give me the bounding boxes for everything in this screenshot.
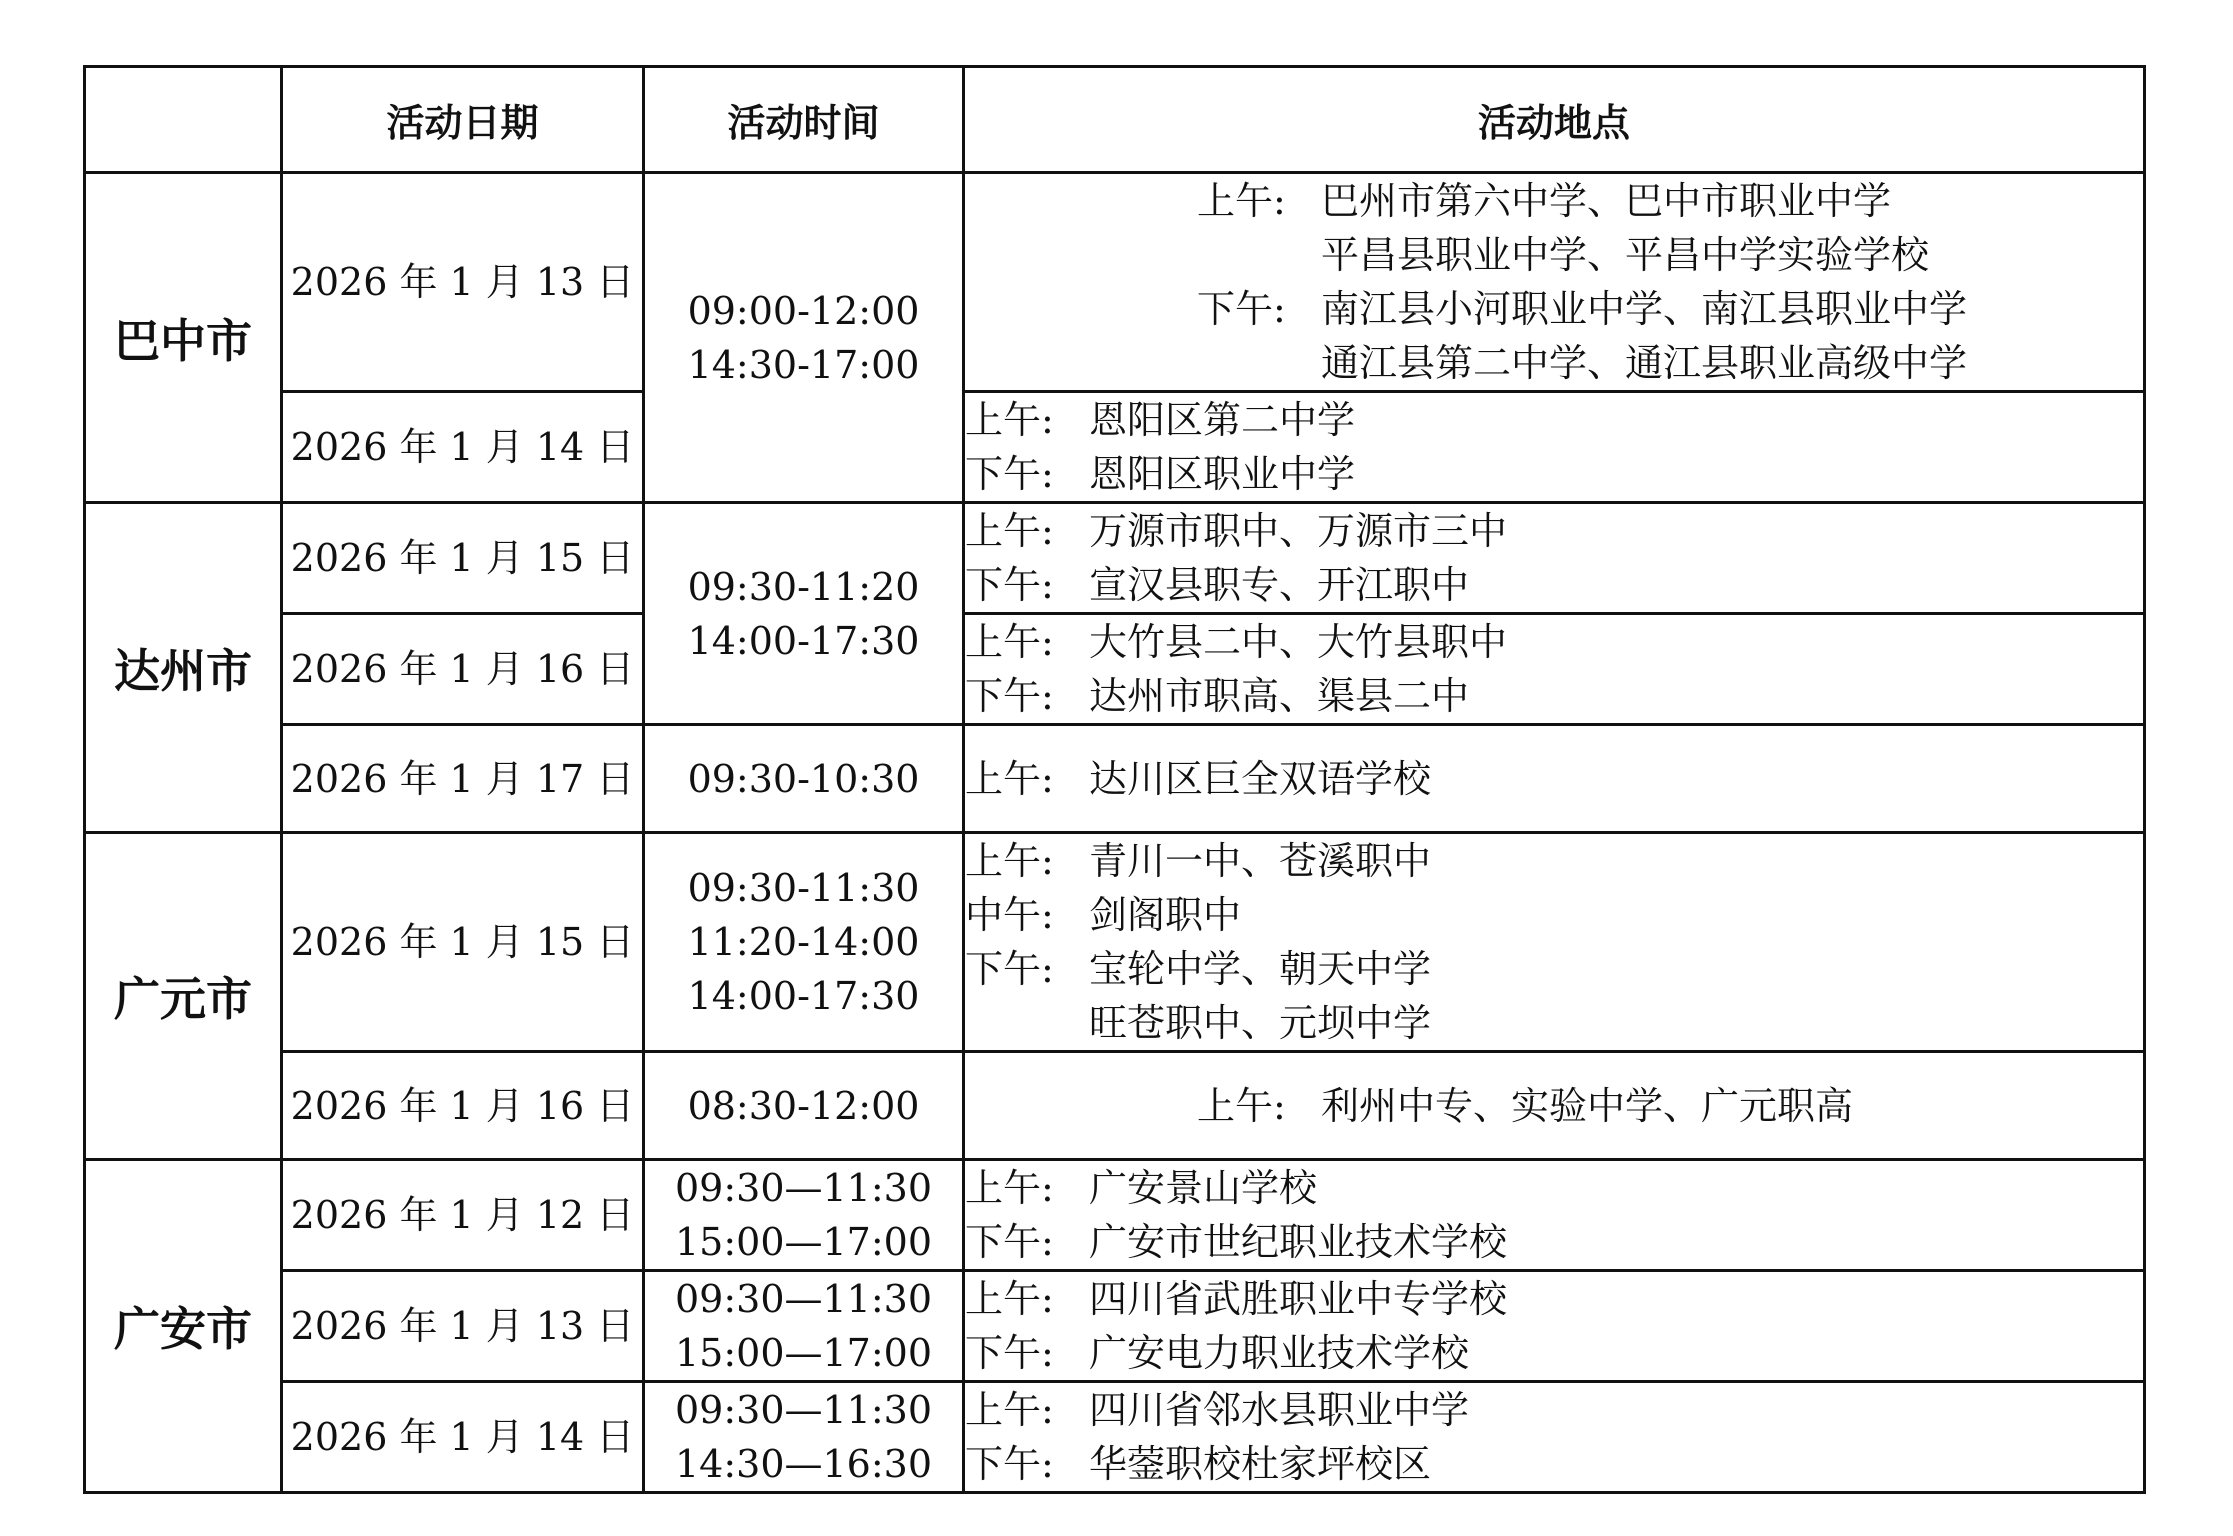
time-range: 09:30—11:30 xyxy=(674,1388,933,1432)
time-cell xyxy=(644,833,964,1052)
location-text: 通江县第二中学、通江县职业高级中学 xyxy=(1321,341,1968,385)
location-text: 旺苍职中、元坝中学 xyxy=(1089,1001,1432,1045)
date-cell: 2026 年 1 月 15 日 xyxy=(282,503,644,614)
am-label: 上午: xyxy=(965,620,1054,664)
time-range: 09:30-11:30 xyxy=(687,866,920,910)
am-label: 上午: xyxy=(965,398,1054,442)
am-label: 上午: xyxy=(965,509,1054,553)
table-row xyxy=(85,1271,2145,1382)
location-cell xyxy=(964,392,2145,503)
location-text: 达州市职高、渠县二中 xyxy=(1089,674,1470,718)
location-text: 恩阳区职业中学 xyxy=(1089,452,1356,496)
time-cell xyxy=(644,1382,964,1493)
am-label: 上午: xyxy=(965,1166,1054,1210)
location-text: 剑阁职中 xyxy=(1089,893,1242,937)
pm-label: 下午: xyxy=(965,1220,1054,1264)
time-range: 14:30-17:00 xyxy=(687,342,920,387)
time-cell xyxy=(644,1052,964,1160)
location-text: 大竹县二中、大竹县职中 xyxy=(1089,620,1508,664)
time-range: 14:30—16:30 xyxy=(674,1442,933,1486)
table-row xyxy=(85,1052,2145,1160)
location-cell xyxy=(964,1160,2145,1271)
location-text: 万源市职中、万源市三中 xyxy=(1089,509,1508,553)
pm-label: 下午: xyxy=(965,452,1054,496)
time-range: 09:30-11:20 xyxy=(687,564,920,609)
location-cell xyxy=(964,1382,2145,1493)
location-cell xyxy=(964,614,2145,725)
location-text: 四川省邻水县职业中学 xyxy=(1089,1388,1470,1432)
time-range: 11:20-14:00 xyxy=(687,920,920,964)
location-text: 利州中专、实验中学、广元职高 xyxy=(1321,1083,1854,1128)
date-cell: 2026 年 1 月 14 日 xyxy=(282,392,644,503)
date-cell: 2026 年 1 月 14 日 xyxy=(282,1382,644,1493)
location-text: 平昌县职业中学、平昌中学实验学校 xyxy=(1321,233,1930,277)
table-row xyxy=(85,392,2145,503)
noon-label: 中午: xyxy=(965,893,1054,937)
pm-label: 下午: xyxy=(965,563,1054,607)
location-cell xyxy=(964,833,2145,1052)
table-row xyxy=(85,614,2145,725)
location-text: 巴州市第六中学、巴中市职业中学 xyxy=(1321,179,1892,223)
time-cell xyxy=(644,503,964,725)
time-cell xyxy=(644,173,964,503)
city-cell: 巴中市 xyxy=(85,173,282,503)
time-range: 09:00-12:00 xyxy=(687,288,920,333)
time-range: 09:30-10:30 xyxy=(687,756,920,801)
time-cell xyxy=(644,1271,964,1382)
location-text: 广安市世纪职业技术学校 xyxy=(1089,1220,1508,1264)
am-label: 上午: xyxy=(965,1277,1054,1321)
date-cell: 2026 年 1 月 13 日 xyxy=(282,1271,644,1382)
location-cell xyxy=(964,725,2145,833)
time-range: 08:30-12:00 xyxy=(687,1083,920,1128)
location-text: 宣汉县职专、开江职中 xyxy=(1089,563,1470,607)
header-location: 活动地点 xyxy=(964,67,2145,173)
location-text: 恩阳区第二中学 xyxy=(1089,398,1356,442)
time-range: 14:00-17:30 xyxy=(687,974,920,1018)
time-cell xyxy=(644,725,964,833)
header-time: 活动时间 xyxy=(644,67,964,173)
table-row xyxy=(85,1160,2145,1271)
city-cell: 达州市 xyxy=(85,503,282,833)
am-label: 上午: xyxy=(965,1388,1054,1432)
pm-label: 下午: xyxy=(965,1442,1054,1486)
schedule-table xyxy=(83,65,2146,1494)
time-range: 15:00—17:00 xyxy=(674,1220,933,1264)
time-range: 15:00—17:00 xyxy=(674,1331,933,1375)
date-cell: 2026 年 1 月 12 日 xyxy=(282,1160,644,1271)
header-date: 活动日期 xyxy=(282,67,644,173)
pm-label: 下午: xyxy=(965,674,1054,718)
time-range: 09:30—11:30 xyxy=(674,1166,933,1210)
am-label: 上午: xyxy=(1197,1083,1286,1128)
table-row xyxy=(85,725,2145,833)
pm-label: 下午: xyxy=(1197,287,1286,331)
date-cell: 2026 年 1 月 16 日 xyxy=(282,1052,644,1160)
table-row xyxy=(85,1382,2145,1493)
city-cell: 广元市 xyxy=(85,833,282,1160)
date-cell: 2026 年 1 月 15 日 xyxy=(282,833,644,1052)
am-label: 上午: xyxy=(1197,179,1286,223)
time-cell xyxy=(644,1160,964,1271)
date-cell: 2026 年 1 月 13 日 xyxy=(282,173,644,392)
location-text: 四川省武胜职业中专学校 xyxy=(1089,1277,1508,1321)
location-cell xyxy=(964,1052,2145,1160)
location-text: 广安电力职业技术学校 xyxy=(1089,1331,1470,1375)
header-corner xyxy=(85,67,282,173)
location-text: 青川一中、苍溪职中 xyxy=(1089,839,1432,883)
location-text: 华蓥职校杜家坪校区 xyxy=(1089,1442,1432,1486)
location-text: 宝轮中学、朝天中学 xyxy=(1089,947,1432,991)
am-label: 上午: xyxy=(965,839,1054,883)
date-cell: 2026 年 1 月 16 日 xyxy=(282,614,644,725)
pm-label: 下午: xyxy=(965,947,1054,991)
am-label: 上午: xyxy=(965,756,1054,801)
location-text: 广安景山学校 xyxy=(1089,1166,1318,1210)
time-range: 09:30—11:30 xyxy=(674,1277,933,1321)
time-range: 14:00-17:30 xyxy=(687,618,920,663)
table-row xyxy=(85,173,2145,392)
location-cell xyxy=(964,173,2145,392)
table-row xyxy=(85,503,2145,614)
table-row xyxy=(85,833,2145,1052)
location-cell xyxy=(964,1271,2145,1382)
location-cell xyxy=(964,503,2145,614)
location-text: 南江县小河职业中学、南江县职业中学 xyxy=(1321,287,1968,331)
pm-label: 下午: xyxy=(965,1331,1054,1375)
header-row xyxy=(85,67,2145,173)
city-cell: 广安市 xyxy=(85,1160,282,1493)
location-text: 达川区巨全双语学校 xyxy=(1089,756,1432,801)
date-cell: 2026 年 1 月 17 日 xyxy=(282,725,644,833)
